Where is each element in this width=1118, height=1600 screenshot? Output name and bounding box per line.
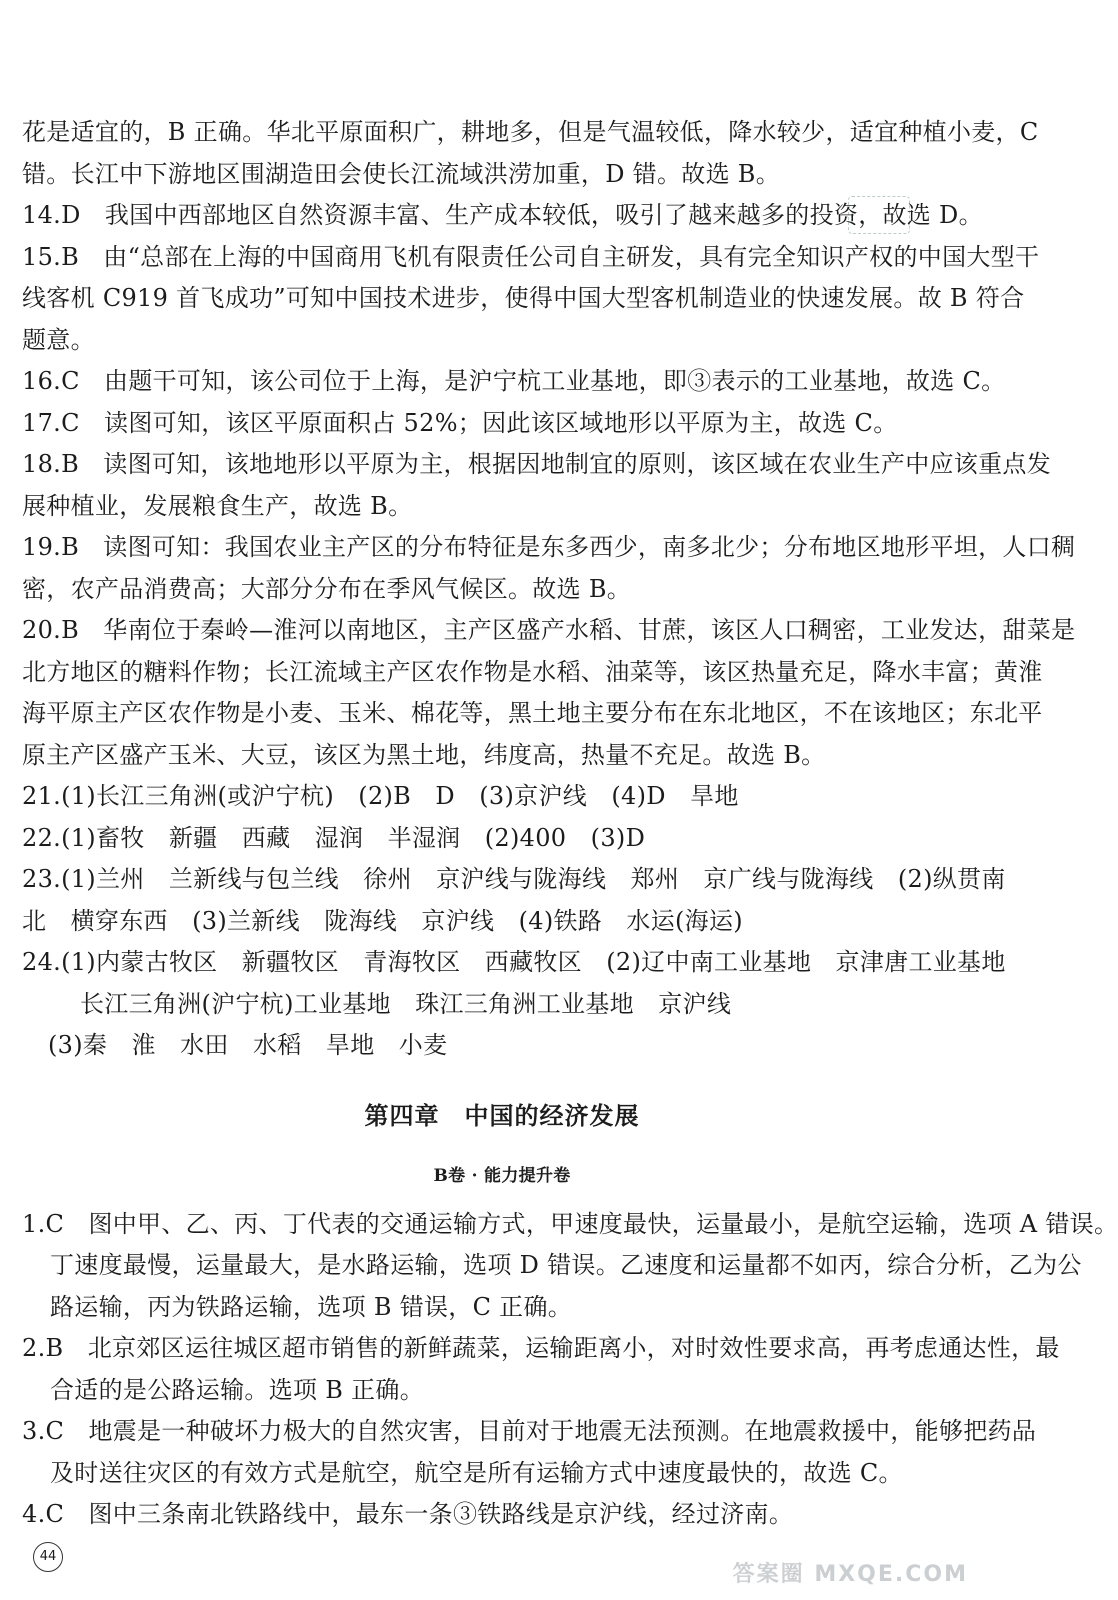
answer-14 xyxy=(22,195,982,237)
answer-18 xyxy=(22,444,1052,527)
text-line: 24.(1)内蒙古牧区 新疆牧区 青海牧区 西藏牧区 (2)辽中南工业基地 京津唐工业基地 xyxy=(22,948,1006,976)
answer-20 xyxy=(22,610,1076,776)
chapter-title: 第四章 中国的经济发展 xyxy=(364,1100,640,1130)
text-line: 4.C 图中三条南北铁路线中，最东一条③铁路线是京沪线，经过济南。 xyxy=(22,1500,794,1528)
answer-c4 xyxy=(22,1494,982,1536)
text-line: 花是适宜的，B 正确。华北平原面积广，耕地多，但是气温较低，降水较少，适宜种植小麦，C xyxy=(22,118,1039,146)
answer-16 xyxy=(22,361,1006,403)
answer-24 xyxy=(22,942,1006,1067)
text-line: 16.C 由题干可知，该公司位于上海，是沪宁杭工业基地，即③表示的工业基地，故选 C。 xyxy=(22,367,1006,395)
text-line: 路运输，丙为铁路运输，选项 B 错误，C 正确。 xyxy=(50,1292,573,1321)
text-line: 20.B 华南位于秦岭—淮河以南地区，主产区盛产水稻、甘蔗，该区人口稠密，工业发达，甜菜是 xyxy=(22,616,1076,644)
text-line: 丁速度最慢，运量最大，是水路运输，选项 D 错误。乙速度和运量都不如丙，综合分析，乙为公 xyxy=(50,1251,1082,1279)
text-line: 22.(1)畜牧 新疆 西藏 湿润 半湿润 (2)400 (3)D xyxy=(22,823,646,852)
text-line: 合适的是公路运输。选项 B 正确。 xyxy=(50,1375,424,1404)
text-line: 北方地区的糖料作物；长江流域主产区农作物是水稻、油菜等，该区热量充足，降水丰富；黄淮 xyxy=(22,657,1043,686)
page-number: 44 xyxy=(33,1542,63,1572)
text-line: 海平原主产区农作物是小麦、玉米、棉花等，黑土地主要分布在东北地区，不在该地区；东北平 xyxy=(22,699,1043,727)
text-line: 错。长江中下游地区围湖造田会使长江流域洪涝加重，D 错。故选 B。 xyxy=(22,159,781,188)
section-title: B卷 · 能力提升卷 xyxy=(433,1166,571,1186)
text-line: 17.C 读图可知，该区平原面积占 52%；因此该区域地形以平原为主，故选 C。 xyxy=(22,408,898,437)
answer-17 xyxy=(22,403,982,445)
text-line: 15.B 由“总部在上海的中国商用飞机有限责任公司自主研发，具有完全知识产权的中国大型干 xyxy=(22,242,1040,271)
answer-c3 xyxy=(22,1411,1037,1494)
text-line: 2.B 北京郊区运往城区超市销售的新鲜蔬菜，运输距离小，对时效性要求高，再考虑通达性，最 xyxy=(22,1334,1060,1362)
text-line: 1.C 图中甲、乙、丙、丁代表的交通运输方式，甲速度最快，运量最小，是航空运输，选项 A 错误。 xyxy=(22,1209,1118,1238)
answer-15 xyxy=(22,237,1040,362)
text-line: 3.C 地震是一种破坏力极大的自然灾害，目前对于地震无法预测。在地震救援中，能够把药品 xyxy=(22,1417,1037,1445)
text-line: 14.D 我国中西部地区自然资源丰富、生产成本较低，吸引了越来越多的投资，故选 D。 xyxy=(22,201,983,229)
text-line: 原主产区盛产玉米、大豆，该区为黑土地，纬度高，热量不充足。故选 B。 xyxy=(22,740,826,769)
answer-continuation xyxy=(22,112,1039,195)
text-line: 21.(1)长江三角洲(或沪宁杭) (2)B D (3)京沪线 (4)D 旱地 xyxy=(22,782,739,810)
answer-22 xyxy=(22,818,982,860)
text-line: (3)秦 淮 水田 水稻 旱地 小麦 xyxy=(48,1031,448,1059)
text-line: 18.B 读图可知，该地地形以平原为主，根据因地制宜的原则，该区域在农业生产中应该重点发 xyxy=(22,450,1052,478)
answer-21 xyxy=(22,776,982,818)
text-line: 线客机 C919 首飞成功”可知中国技术进步，使得中国大型客机制造业的快速发展。故 B 符合 xyxy=(22,284,1025,312)
text-line: 19.B 读图可知：我国农业主产区的分布特征是东多西少，南多北少；分布地区地形平坦，人口稠 xyxy=(22,533,1076,561)
watermark-logo: 答案圈 MXQE.COM xyxy=(732,1562,968,1587)
text-line: 展种植业，发展粮食生产，故选 B。 xyxy=(22,491,413,520)
answer-c2 xyxy=(22,1328,1060,1411)
answer-23 xyxy=(22,859,1006,942)
text-line: 及时送往灾区的有效方式是航空，航空是所有运输方式中速度最快的，故选 C。 xyxy=(50,1458,903,1487)
text-line: 北 横穿东西 (3)兰新线 陇海线 京沪线 (4)铁路 水运(海运) xyxy=(22,906,743,935)
answer-19 xyxy=(22,527,1076,610)
text-line: 密，农产品消费高；大部分分布在季风气候区。故选 B。 xyxy=(22,574,632,603)
text-line: 23.(1)兰州 兰新线与包兰线 徐州 京沪线与陇海线 郑州 京广线与陇海线 (2)纵贯南 xyxy=(22,865,1006,893)
text-line: 长江三角洲(沪宁杭)工业基地 珠江三角洲工业基地 京沪线 xyxy=(80,989,732,1018)
document-body xyxy=(22,112,1118,1536)
text-line: 题意。 xyxy=(22,325,95,354)
answer-c1 xyxy=(22,1204,1118,1329)
